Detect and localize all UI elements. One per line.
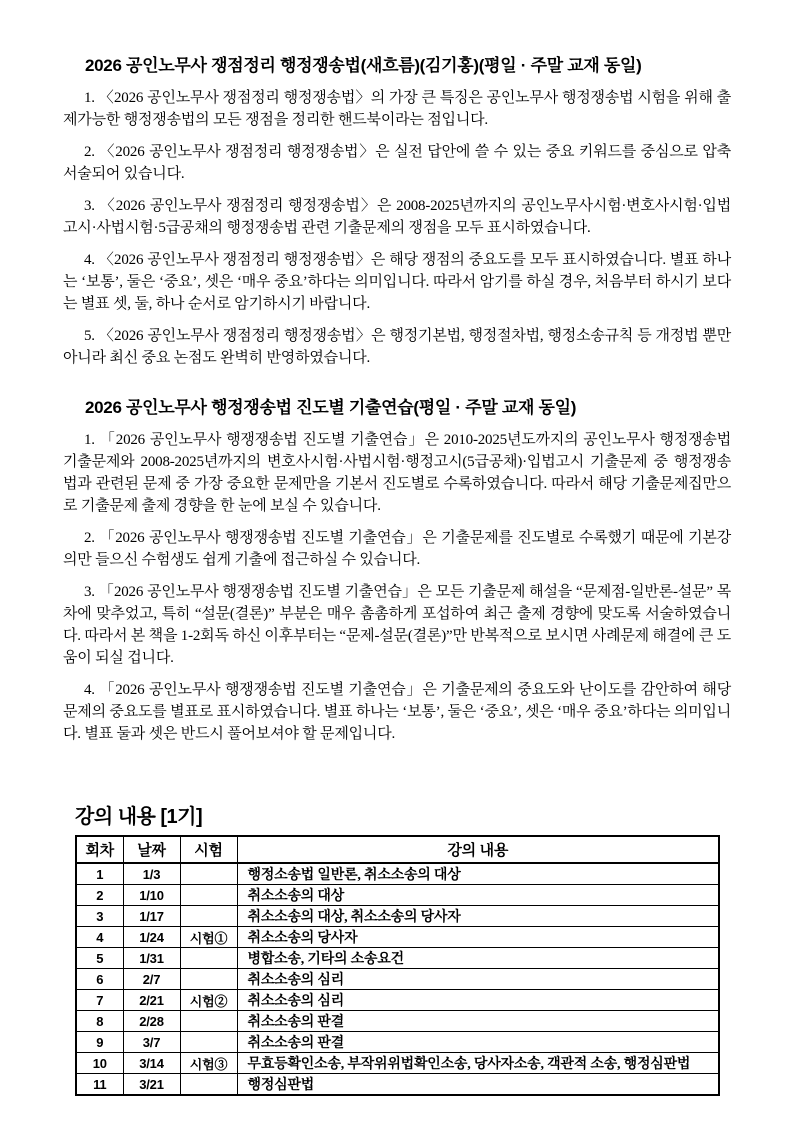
schedule-row: [76, 885, 719, 906]
session-cell: 9: [76, 1032, 123, 1053]
schedule-row: [76, 863, 719, 885]
book-intro-section-2: [63, 397, 731, 745]
exam-cell: [180, 1011, 237, 1032]
date-cell: 1/10: [123, 885, 180, 906]
session-cell: 5: [76, 948, 123, 969]
exam-cell: [180, 885, 237, 906]
session-cell: 11: [76, 1074, 123, 1096]
schedule-row: [76, 969, 719, 990]
content-cell: 취소소송의 판결: [237, 1011, 719, 1032]
col-header-exam: 시험: [180, 836, 237, 863]
exam-cell: [180, 969, 237, 990]
content-cell: 행정심판법: [237, 1074, 719, 1096]
date-cell: 1/3: [123, 863, 180, 885]
content-cell: 취소소송의 심리: [237, 969, 719, 990]
session-cell: 7: [76, 990, 123, 1011]
date-cell: 1/31: [123, 948, 180, 969]
date-cell: 3/14: [123, 1053, 180, 1074]
intro-paragraph: 5. 〈2026 공인노무사 쟁점정리 행정쟁송법〉은 행정기본법, 행정절차법, 행정소송규칙 등 개정법 뿐만 아니라 최신 중요 논점도 완벽히 반영하였습니다.: [63, 328, 731, 366]
lecture-schedule-section: [63, 805, 731, 1096]
intro-paragraph: 3. 〈2026 공인노무사 쟁점정리 행정쟁송법〉은 2008-2025년까지의 공인노무사시험·변호사시험·입법고시·사법시험·5급공채의 행정쟁송법 관련 기출문제의 쟁점을 모두 표시하였습니다.: [63, 198, 731, 236]
book-title-heading-1: 2026 공인노무사 쟁점정리 행정쟁송법(새흐름)(김기홍)(평일 · 주말 교재 동일): [85, 56, 642, 75]
exam-cell: [180, 1032, 237, 1053]
content-cell: 병합소송, 기타의 소송요건: [237, 948, 719, 969]
content-cell: 행정소송법 일반론, 취소소송의 대상: [237, 863, 719, 885]
session-cell: 2: [76, 885, 123, 906]
schedule-row: [76, 927, 719, 948]
exam-cell: 시험①: [180, 927, 237, 948]
schedule-row: [76, 1053, 719, 1074]
intro-paragraph: 2. 「2026 공인노무사 행쟁쟁송법 진도별 기출연습」은 기출문제를 진도별로 수록했기 때문에 기본강의만 들으신 수험생도 쉽게 기출에 접근하실 수 있습니다.: [63, 530, 731, 568]
session-cell: 6: [76, 969, 123, 990]
content-cell: 취소소송의 대상: [237, 885, 719, 906]
content-cell: 무효등확인소송, 부작위위법확인소송, 당사자소송, 객관적 소송, 행정심판법: [237, 1053, 719, 1074]
exam-cell: [180, 863, 237, 885]
date-cell: 1/24: [123, 927, 180, 948]
exam-cell: [180, 948, 237, 969]
exam-cell: [180, 906, 237, 927]
col-header-date: 날짜: [123, 836, 180, 863]
intro-paragraph: 4. 「2026 공인노무사 행쟁쟁송법 진도별 기출연습」은 기출문제의 중요도와 난이도를 감안하여 해당 문제의 중요도를 별표로 표시하였습니다. 별표 하나는 ‘보통’, 둘은 ‘중요’, 셋은 ‘매우 중요’하다는 의미입니다. 별표 둘과 셋은 반드시 풀어보셔야 할 문제입니다.: [63, 682, 731, 742]
date-cell: 3/7: [123, 1032, 180, 1053]
content-cell: 취소소송의 당사자: [237, 927, 719, 948]
schedule-row: [76, 1074, 719, 1096]
book-title-heading-2: 2026 공인노무사 행정쟁송법 진도별 기출연습(평일 · 주말 교재 동일): [85, 398, 577, 417]
schedule-row: [76, 948, 719, 969]
schedule-table: [75, 835, 720, 1096]
col-header-content: 강의 내용: [237, 836, 719, 863]
exam-cell: 시험③: [180, 1053, 237, 1074]
schedule-row: [76, 906, 719, 927]
intro-paragraph: 4. 〈2026 공인노무사 쟁점정리 행정쟁송법〉은 해당 쟁점의 중요도를 모두 표시하였습니다. 별표 하나는 ‘보통’, 둘은 ‘중요’, 셋은 ‘매우 중요’하다는 의미입니다. 따라서 암기를 하실 경우, 처음부터 하시기 보다는 별표 셋, 둘, 하나 순서로 암기하시기 바랍니다.: [63, 252, 731, 312]
schedule-row: [76, 1032, 719, 1053]
exam-cell: [180, 1074, 237, 1096]
date-cell: 1/17: [123, 906, 180, 927]
schedule-title: 강의 내용 [1기]: [75, 806, 203, 828]
date-cell: 2/28: [123, 1011, 180, 1032]
session-cell: 3: [76, 906, 123, 927]
book-intro-section-1: [63, 55, 731, 369]
content-cell: 취소소송의 대상, 취소소송의 당사자: [237, 906, 719, 927]
intro-paragraph: 2. 〈2026 공인노무사 쟁점정리 행정쟁송법〉은 실전 답안에 쓸 수 있는 중요 키워드를 중심으로 압축 서술되어 있습니다.: [63, 144, 731, 182]
session-cell: 4: [76, 927, 123, 948]
content-cell: 취소소송의 심리: [237, 990, 719, 1011]
exam-cell: 시험②: [180, 990, 237, 1011]
schedule-row: [76, 990, 719, 1011]
intro-paragraph: 3. 「2026 공인노무사 행쟁쟁송법 진도별 기출연습」은 모든 기출문제 해설을 “문제점-일반론-설문” 목차에 맞추었고, 특히 “설문(결론)” 부분은 매우 촘촘하게 포섭하여 최근 출제 경향에 맞도록 서술하였습니다. 따라서 본 책을 1-2회독 하신 이후부터는 “문제-설문(결론)”만 반복적으로 보시면 사례문제 해결에 큰 도움이 되실 겁니다.: [63, 584, 731, 666]
content-cell: 취소소송의 판결: [237, 1032, 719, 1053]
schedule-header-row: [76, 836, 719, 863]
session-cell: 8: [76, 1011, 123, 1032]
date-cell: 3/21: [123, 1074, 180, 1096]
col-header-session: 회차: [76, 836, 123, 863]
schedule-row: [76, 1011, 719, 1032]
intro-paragraph: 1. 〈2026 공인노무사 쟁점정리 행정쟁송법〉의 가장 큰 특징은 공인노무사 행정쟁송법 시험을 위해 출제가능한 행정쟁송법의 모든 쟁점을 정리한 핸드북이라는 점입니다.: [63, 90, 731, 128]
session-cell: 10: [76, 1053, 123, 1074]
session-cell: 1: [76, 863, 123, 885]
date-cell: 2/21: [123, 990, 180, 1011]
date-cell: 2/7: [123, 969, 180, 990]
intro-paragraph: 1. 「2026 공인노무사 행쟁쟁송법 진도별 기출연습」은 2010-2025년도까지의 공인노무사 행정쟁송법 기출문제와 2008-2025년까지의 변호사시험·사법시험·행정고시(5급공채)·입법고시 기출문제 중 행정쟁송법과 관련된 문제 중 가장 중요한 문제만을 기본서 진도별로 수록하였습니다. 따라서 해당 기출문제집만으로 기출문제 출제 경향을 한 눈에 보실 수 있습니다.: [63, 432, 731, 514]
